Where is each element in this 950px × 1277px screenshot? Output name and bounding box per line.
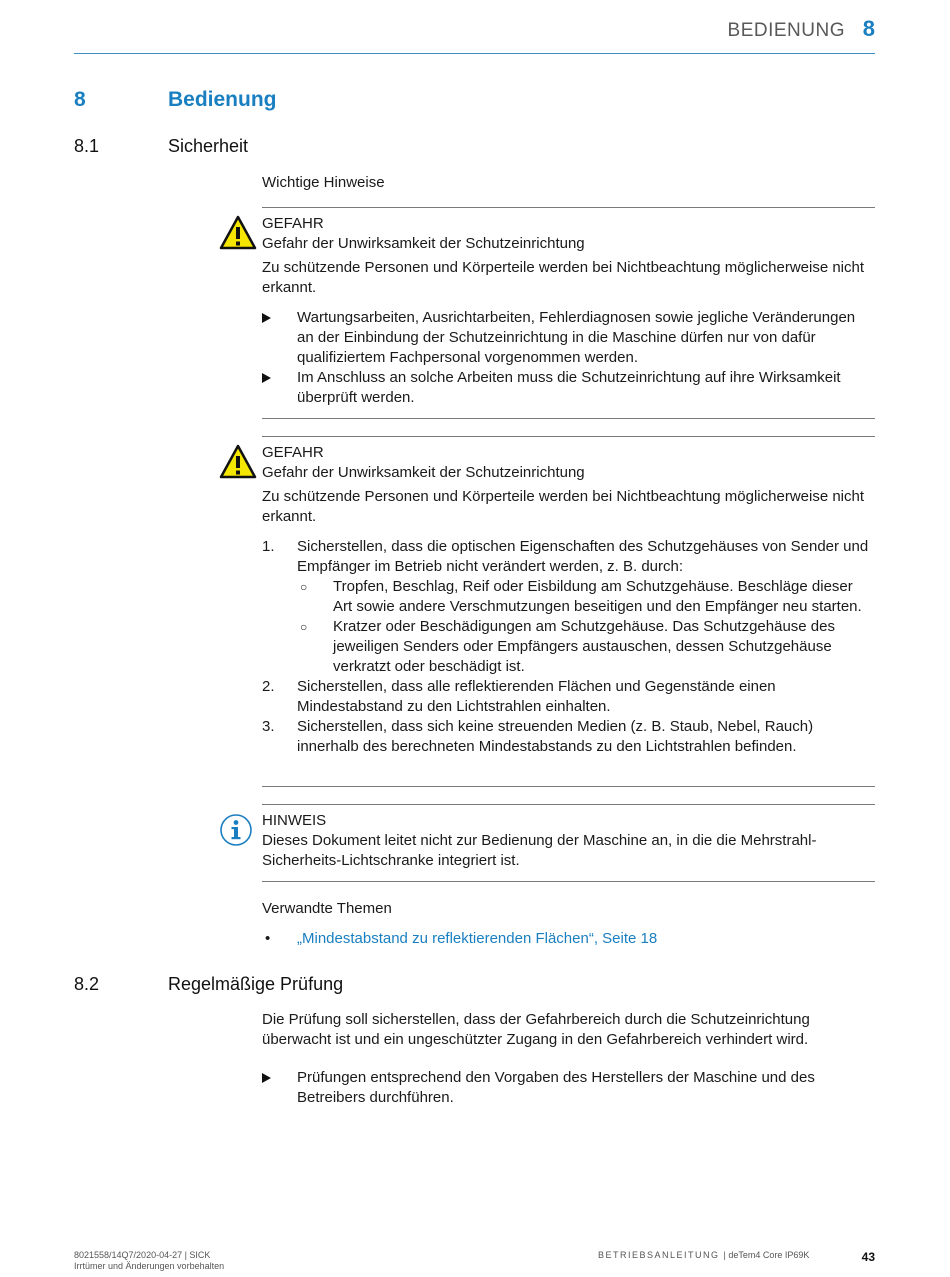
page-number: 43 [861,1250,875,1264]
list-item-text: Im Anschluss an solche Arbeiten muss die Schutzeinrichtung auf ihre Wirksamkeit überprüft werden. [297,369,841,406]
paragraph: Die Prüfung soll sicherstellen, dass der Gefahrbereich durch die Schutzeinrichtung überwacht ist und ein ungeschützter Zugang in den Gefahrbereich verhindert wird. [262,1011,810,1048]
list-item-text: Tropfen, Beschlag, Reif oder Eisbildung am Schutzgehäuse. Beschläge dieser Art sowie andere Verschmutzungen beseitigen und den Empfänger neu starten. [333,578,862,615]
numbered-item [262,717,875,757]
danger-label: GEFAHR [262,215,324,232]
list-item-text: Prüfungen entsprechend den Vorgaben des Herstellers der Maschine und des Betreibers durchführen. [297,1069,815,1106]
list-item-text: Wartungsarbeiten, Ausrichtarbeiten, Fehlerdiagnosen sowie jegliche Veränderungen an der Einbindung der Schutzeinrichtung in die Maschine dürfen nur von dafür qualifiziertem Fachpersonal vorgenommen werden. [297,309,856,366]
danger-block-2 [262,443,875,757]
footer-disclaimer: Irrtümer und Änderungen vorbehalten [74,1261,225,1271]
footer-doc-type: BETRIEBSANLEITUNG [598,1250,720,1260]
danger-text: Zu schützende Personen und Körperteile werden bei Nichtbeachtung möglicherweise nicht erkannt. [262,259,865,296]
section-number: 8.2 [74,974,100,994]
note-block [262,811,875,871]
danger-subtitle: Gefahr der Unwirksamkeit der Schutzeinrichtung [262,464,585,481]
chapter-heading [74,88,277,112]
item-number: 1. [262,538,275,555]
list-item-text: Sicherstellen, dass alle reflektierenden Flächen und Gegenstände einen Mindestabstand zu den Lichtstrahlen einhalten. [297,678,776,715]
sub-list-item [262,577,875,617]
section-8-2-body [262,1010,875,1108]
numbered-item [262,677,875,717]
item-number: 2. [262,678,275,695]
related-heading: Verwandte Themen [262,900,392,917]
bullet-arrow-icon [262,308,271,329]
divider [262,207,875,208]
list-item [262,368,875,408]
section-heading-8-1 [74,136,249,157]
chapter-number: 8 [74,88,86,111]
danger-label: GEFAHR [262,444,324,461]
page-header [74,15,875,54]
section-title: Sicherheit [168,136,249,156]
bullet-arrow-icon [262,368,271,389]
list-item-text: Sicherstellen, dass sich keine streuenden Medien (z. B. Staub, Nebel, Rauch) innerhalb des berechneten Mindestabstands zu den Lichtstrahlen befinden. [297,718,814,755]
related-link[interactable]: „Mindestabstand zu reflektierenden Flächen“, Seite 18 [297,930,658,947]
danger-block-1 [262,214,875,408]
section-heading-8-2 [74,974,344,995]
sub-list-item [262,617,875,677]
related-topics [262,899,875,949]
numbered-item [262,537,875,577]
header-chapter-number: 8 [862,16,875,41]
circle-bullet-icon: ○ [300,620,308,634]
circle-bullet-icon: ○ [300,580,308,594]
footer-product: | deTem4 Core IP69K [723,1250,810,1260]
danger-text: Zu schützende Personen und Körperteile werden bei Nichtbeachtung möglicherweise nicht erkannt. [262,488,865,525]
list-item-text: Kratzer oder Beschädigungen am Schutzgehäuse. Das Schutzgehäuse des jeweiligen Senders oder Empfängers austauschen, dessen Schutzgehäuse verkratzt oder beschädigt ist. [333,618,835,675]
section-title: Regelmäßige Prüfung [168,974,344,994]
item-number: 3. [262,718,275,735]
section-number: 8.1 [74,136,100,156]
related-item [262,929,875,949]
divider [262,881,875,882]
warning-triangle-icon [219,444,257,484]
info-icon [219,813,253,852]
list-item-text: Sicherstellen, dass die optischen Eigenschaften des Schutzgehäuses von Sender und Empfänger im Betrieb nicht verändert werden, z. B. durch: [297,538,869,575]
list-item [262,1068,875,1108]
chapter-title: Bedienung [168,88,277,111]
divider [262,418,875,419]
list-item [262,308,875,368]
subheading-wichtige-hinweise: Wichtige Hinweise [262,174,385,191]
footer-doc-id: 8021558/14Q7/2020-04-27 | SICK [74,1250,211,1260]
bullet-dot-icon: • [265,930,271,947]
footer-left [74,1250,224,1272]
note-label: HINWEIS [262,812,327,829]
danger-subtitle: Gefahr der Unwirksamkeit der Schutzeinrichtung [262,235,585,252]
divider [262,786,875,787]
footer-center [598,1250,809,1260]
note-text: Dieses Dokument leitet nicht zur Bedienung der Maschine an, in die die Mehrstrahl-Sicherheits-Lichtschranke integriert ist. [262,832,817,869]
divider [262,436,875,437]
bullet-arrow-icon [262,1068,271,1089]
header-title: BEDIENUNG [727,20,845,41]
divider [262,804,875,805]
warning-triangle-icon [219,215,257,255]
